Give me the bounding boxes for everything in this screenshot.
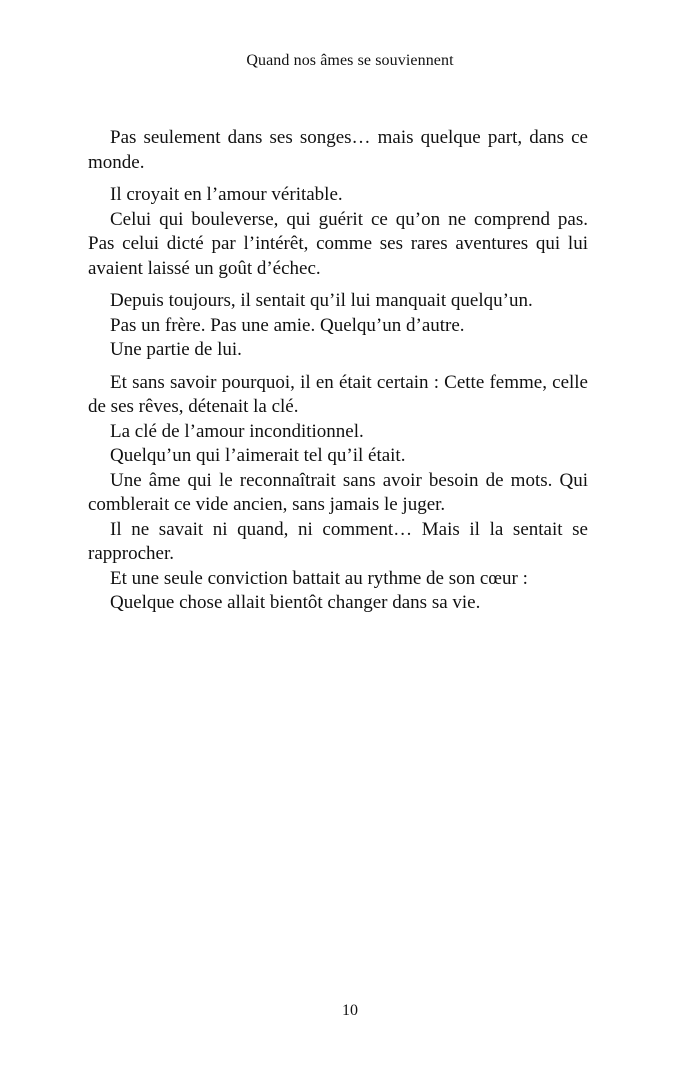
paragraph: Une partie de lui. [110,339,242,360]
paragraph: Pas seulement dans ses songes… mais quelque part, dans ce monde. [88,127,588,173]
paragraph: Pas un frère. Pas une amie. Quelqu’un d’autre. [110,314,465,336]
paragraph: Il ne savait ni quand, ni comment… Mais il la sentait se rapprocher. [88,518,588,564]
paragraph: Une âme qui le reconnaîtrait sans avoir besoin de mots. Qui comblerait ce vide ancien, sans jamais le juger. [88,469,588,515]
running-header-title: Quand nos âmes se souviennent [246,52,454,69]
body-text [88,126,588,616]
page-number: 10 [342,1002,358,1019]
paragraph: Celui qui bouleverse, qui guérit ce qu’on ne comprend pas. Pas celui dicté par l’intérêt, comme ses rares aventures qui lui avaient laissé un goût d’échec. [88,208,588,279]
paragraph: Quelqu’un qui l’aimerait tel qu’il était. [110,445,406,466]
paragraph: Et une seule conviction battait au rythme de son cœur : [110,567,528,589]
paragraph: Depuis toujours, il sentait qu’il lui manquait quelqu’un. [110,290,533,311]
paragraph: Il croyait en l’amour véritable. [110,184,343,205]
paragraph: Quelque chose allait bientôt changer dans sa vie. [110,592,481,613]
paragraph: La clé de l’amour inconditionnel. [110,420,364,442]
paragraph: Et sans savoir pourquoi, il en était certain : Cette femme, celle de ses rêves, détenait la clé. [88,371,588,417]
